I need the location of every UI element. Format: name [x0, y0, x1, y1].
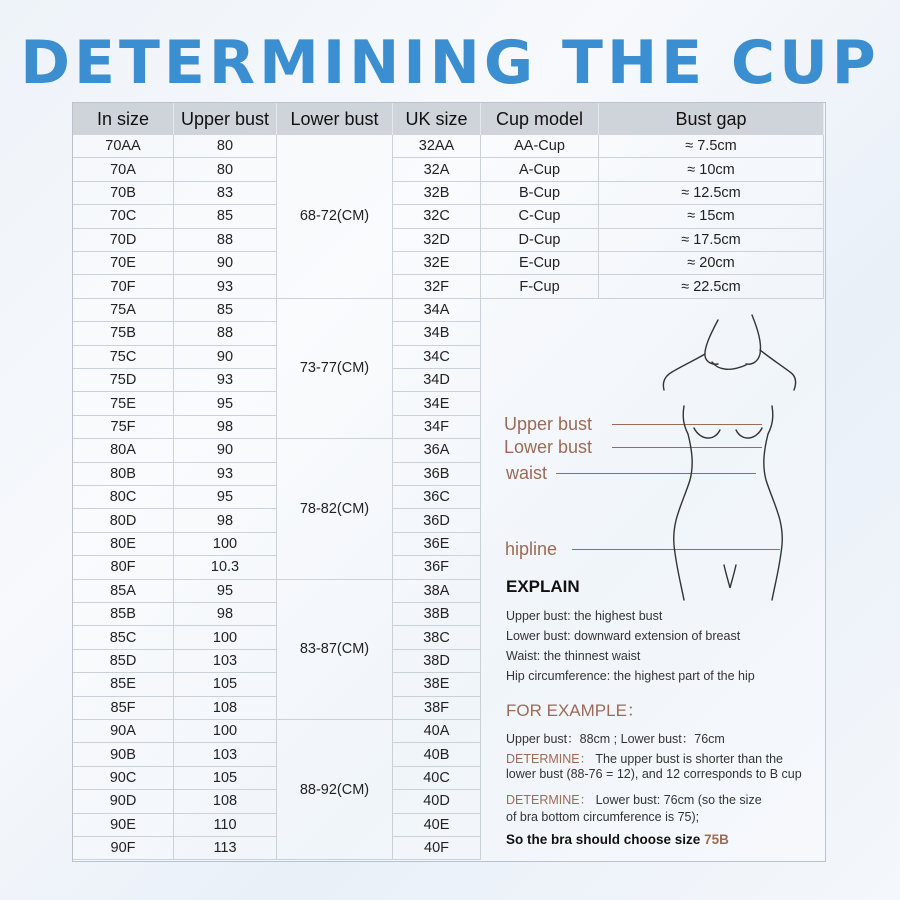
cell-upper-bust: 90	[174, 439, 277, 462]
cell-upper-bust: 90	[174, 346, 277, 369]
cell-uk-size: 32B	[393, 182, 481, 205]
cell-in-size: 85B	[73, 603, 174, 626]
cell-uk-size: 40E	[393, 814, 481, 837]
cell-lower-bust: 78-82(CM)	[277, 439, 393, 579]
page-title: DETERMINING THE CUP	[20, 28, 880, 98]
determine-2-cont: of bra bottom circumference is 75);	[506, 810, 700, 824]
cell-upper-bust: 105	[174, 673, 277, 696]
cell-uk-size: 32AA	[393, 135, 481, 158]
cell-bust-gap: ≈ 12.5cm	[599, 182, 824, 205]
cell-in-size: 80D	[73, 509, 174, 532]
cell-upper-bust: 85	[174, 205, 277, 228]
cell-in-size: 70B	[73, 182, 174, 205]
determine-2	[506, 790, 762, 808]
cell-uk-size: 32D	[393, 229, 481, 252]
cell-in-size: 70E	[73, 252, 174, 275]
determine-label: DETERMINE：	[506, 752, 593, 766]
cell-upper-bust: 10.3	[174, 556, 277, 579]
cell-in-size: 70C	[73, 205, 174, 228]
cell-in-size: 80C	[73, 486, 174, 509]
cell-in-size: 70F	[73, 275, 174, 298]
cell-in-size: 80B	[73, 463, 174, 486]
cell-upper-bust: 93	[174, 275, 277, 298]
label-upper-bust: Upper bust	[504, 414, 593, 434]
cell-uk-size: 36A	[393, 439, 481, 462]
cell-cup-model: B-Cup	[481, 182, 599, 205]
cell-uk-size: 34E	[393, 392, 481, 415]
cell-upper-bust: 83	[174, 182, 277, 205]
determine-label: DETERMINE：	[506, 793, 593, 807]
cell-in-size: 90E	[73, 814, 174, 837]
cell-cup-model: AA-Cup	[481, 135, 599, 158]
final-answer	[506, 832, 729, 847]
cell-in-size: 85C	[73, 626, 174, 649]
cell-in-size: 90B	[73, 743, 174, 766]
determine-1-text: The upper bust is shorter than the	[595, 752, 783, 766]
body-silhouette-icon	[660, 310, 800, 610]
cell-upper-bust: 103	[174, 743, 277, 766]
cell-uk-size: 40C	[393, 767, 481, 790]
cell-uk-size: 36B	[393, 463, 481, 486]
cell-upper-bust: 98	[174, 509, 277, 532]
cell-in-size: 85E	[73, 673, 174, 696]
example-given: Upper bust：88cm ; Lower bust：76cm	[506, 732, 725, 746]
cell-upper-bust: 93	[174, 463, 277, 486]
label-hipline: hipline	[505, 539, 558, 559]
cell-lower-bust: 73-77(CM)	[277, 299, 393, 439]
cell-in-size: 75B	[73, 322, 174, 345]
cell-upper-bust: 100	[174, 533, 277, 556]
cell-bust-gap: ≈ 10cm	[599, 158, 824, 181]
cell-in-size: 80F	[73, 556, 174, 579]
cell-uk-size: 38A	[393, 580, 481, 603]
cell-bust-gap: ≈ 17.5cm	[599, 229, 824, 252]
cell-upper-bust: 113	[174, 837, 277, 860]
cell-upper-bust: 88	[174, 322, 277, 345]
cell-uk-size: 36D	[393, 509, 481, 532]
cell-uk-size: 34C	[393, 346, 481, 369]
cell-in-size: 80E	[73, 533, 174, 556]
cell-upper-bust: 98	[174, 603, 277, 626]
cell-upper-bust: 110	[174, 814, 277, 837]
cell-cup-model: C-Cup	[481, 205, 599, 228]
column-header: Cup model	[481, 103, 599, 135]
explain-line: Waist: the thinnest waist	[506, 649, 641, 663]
cell-in-size: 70A	[73, 158, 174, 181]
cell-in-size: 90D	[73, 790, 174, 813]
cell-uk-size: 34F	[393, 416, 481, 439]
cell-uk-size: 34D	[393, 369, 481, 392]
cell-upper-bust: 95	[174, 580, 277, 603]
explain-line: Hip circumference: the highest part of the hip	[506, 669, 755, 683]
cell-uk-size: 36E	[393, 533, 481, 556]
cell-in-size: 75C	[73, 346, 174, 369]
cell-lower-bust: 88-92(CM)	[277, 720, 393, 860]
cell-uk-size: 32A	[393, 158, 481, 181]
cell-upper-bust: 105	[174, 767, 277, 790]
cell-upper-bust: 98	[174, 416, 277, 439]
cell-lower-bust: 68-72(CM)	[277, 135, 393, 299]
column-header: UK size	[393, 103, 481, 135]
cell-upper-bust: 88	[174, 229, 277, 252]
column-header: Upper bust	[174, 103, 277, 135]
cell-uk-size: 34B	[393, 322, 481, 345]
cell-uk-size: 40D	[393, 790, 481, 813]
cell-in-size: 90A	[73, 720, 174, 743]
cell-upper-bust: 100	[174, 720, 277, 743]
cell-uk-size: 40A	[393, 720, 481, 743]
cell-in-size: 80A	[73, 439, 174, 462]
determine-2-text: Lower bust: 76cm (so the size	[595, 793, 762, 807]
explain-title: EXPLAIN	[506, 577, 580, 596]
cell-bust-gap: ≈ 20cm	[599, 252, 824, 275]
cell-uk-size: 36C	[393, 486, 481, 509]
cell-in-size: 90F	[73, 837, 174, 860]
cell-in-size: 75E	[73, 392, 174, 415]
cell-bust-gap: ≈ 15cm	[599, 205, 824, 228]
cell-uk-size: 32F	[393, 275, 481, 298]
cell-uk-size: 32E	[393, 252, 481, 275]
cell-upper-bust: 108	[174, 790, 277, 813]
label-waist: waist	[506, 463, 548, 483]
cell-in-size: 75D	[73, 369, 174, 392]
final-size: 75B	[704, 832, 729, 847]
final-prefix: So the bra should choose size	[506, 832, 701, 847]
cell-in-size: 70AA	[73, 135, 174, 158]
cell-uk-size: 36F	[393, 556, 481, 579]
cell-uk-size: 38D	[393, 650, 481, 673]
cell-upper-bust: 80	[174, 135, 277, 158]
example-title: FOR EXAMPLE：	[506, 701, 644, 720]
cell-upper-bust: 95	[174, 392, 277, 415]
explain-line: Upper bust: the highest bust	[506, 609, 663, 623]
cell-cup-model: A-Cup	[481, 158, 599, 181]
cell-upper-bust: 103	[174, 650, 277, 673]
cell-uk-size: 38B	[393, 603, 481, 626]
cell-uk-size: 38C	[393, 626, 481, 649]
cell-in-size: 85D	[73, 650, 174, 673]
cell-cup-model: E-Cup	[481, 252, 599, 275]
cell-uk-size: 40B	[393, 743, 481, 766]
cell-lower-bust: 83-87(CM)	[277, 580, 393, 720]
cell-cup-model: F-Cup	[481, 275, 599, 298]
cell-upper-bust: 100	[174, 626, 277, 649]
label-lower-bust: Lower bust	[504, 437, 593, 457]
determine-1	[506, 749, 783, 767]
cell-upper-bust: 108	[174, 697, 277, 720]
cell-upper-bust: 85	[174, 299, 277, 322]
cell-in-size: 75A	[73, 299, 174, 322]
column-header: In size	[73, 103, 174, 135]
cell-in-size: 90C	[73, 767, 174, 790]
explain-line: Lower bust: downward extension of breast	[506, 629, 741, 643]
cell-upper-bust: 80	[174, 158, 277, 181]
cell-uk-size: 38F	[393, 697, 481, 720]
cell-uk-size: 34A	[393, 299, 481, 322]
determine-1-cont: lower bust (88-76 = 12), and 12 corresponds to B cup	[506, 767, 802, 781]
column-header: Lower bust	[277, 103, 393, 135]
cell-uk-size: 40F	[393, 837, 481, 860]
cell-in-size: 75F	[73, 416, 174, 439]
cell-in-size: 85F	[73, 697, 174, 720]
cell-in-size: 85A	[73, 580, 174, 603]
cell-upper-bust: 95	[174, 486, 277, 509]
cell-upper-bust: 90	[174, 252, 277, 275]
cell-cup-model: D-Cup	[481, 229, 599, 252]
cell-in-size: 70D	[73, 229, 174, 252]
column-header: Bust gap	[599, 103, 824, 135]
cell-bust-gap: ≈ 22.5cm	[599, 275, 824, 298]
cell-bust-gap: ≈ 7.5cm	[599, 135, 824, 158]
cell-uk-size: 38E	[393, 673, 481, 696]
cell-upper-bust: 93	[174, 369, 277, 392]
cell-uk-size: 32C	[393, 205, 481, 228]
